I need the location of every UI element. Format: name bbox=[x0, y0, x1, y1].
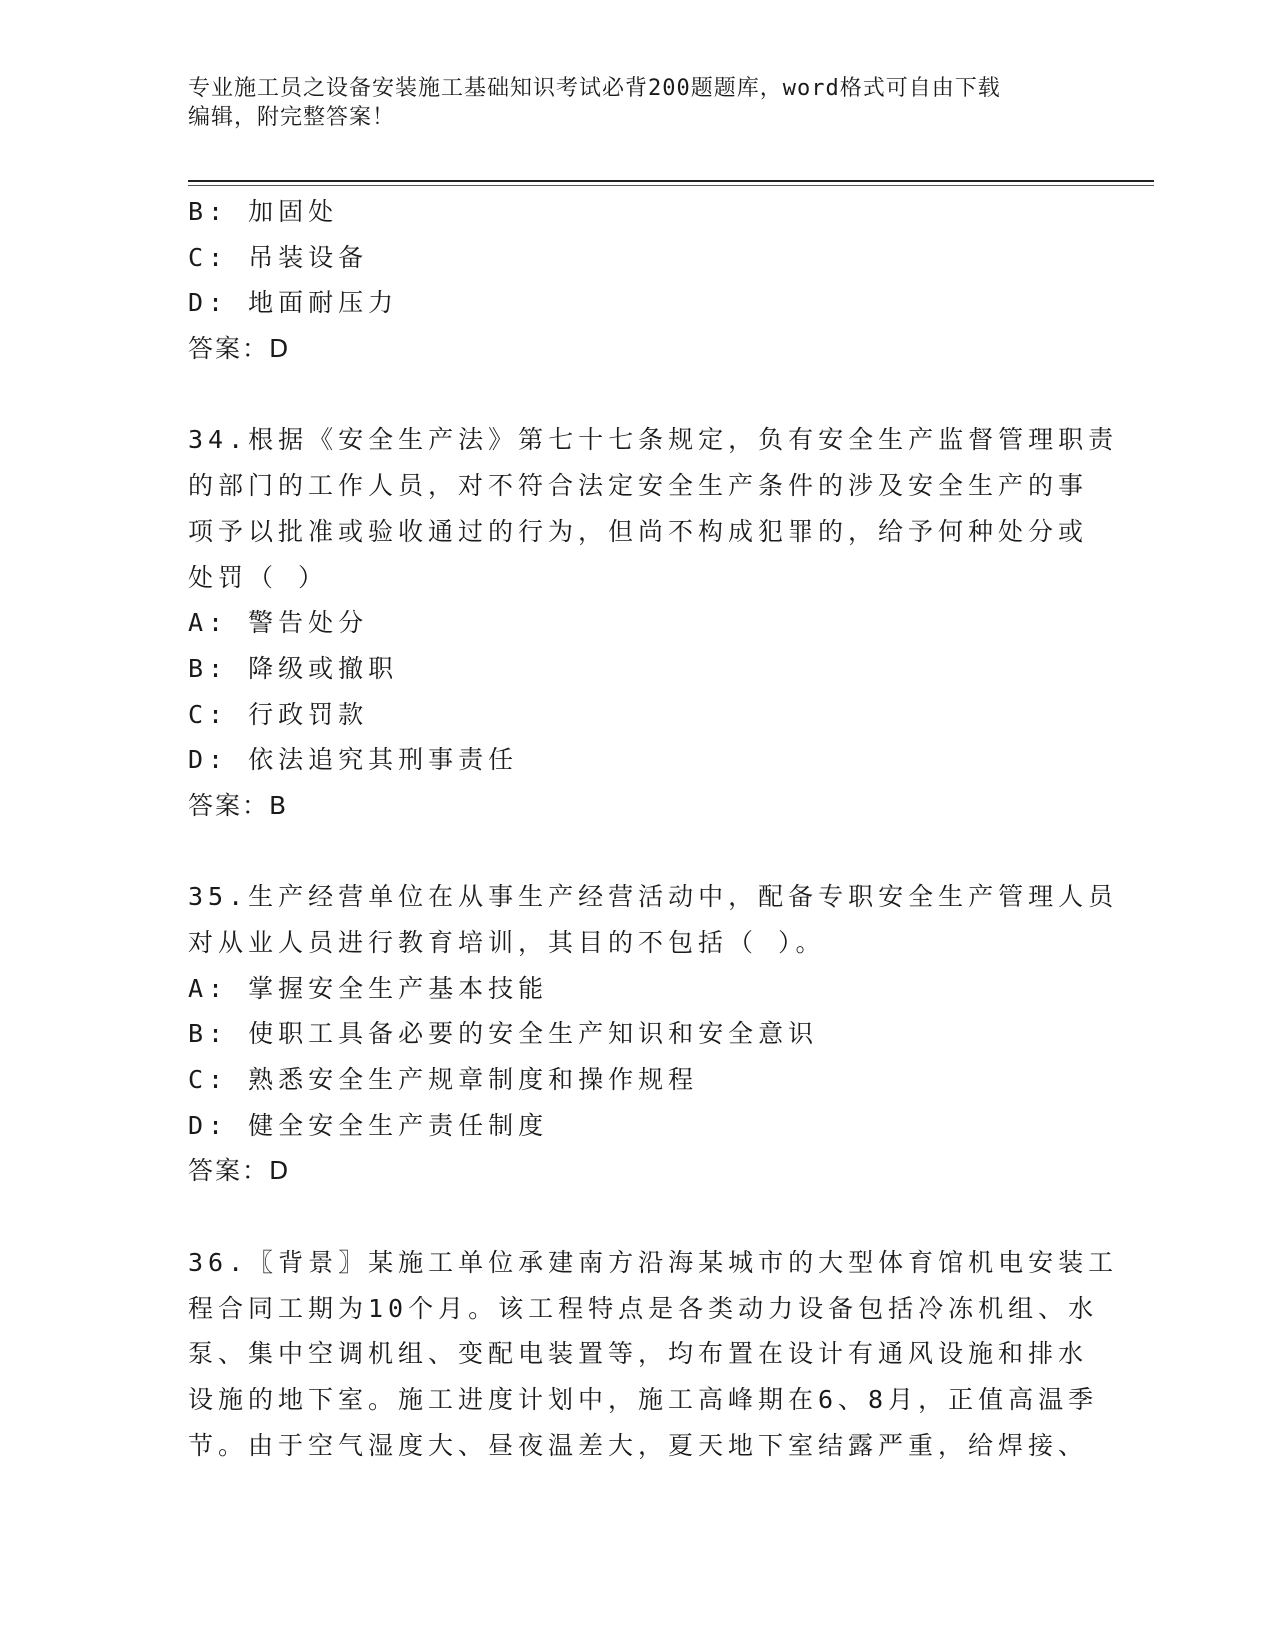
question-stem-line: 对从业人员进行教育培训，其目的不包括（ ）。 bbox=[188, 928, 826, 957]
question-35 bbox=[188, 874, 1119, 1194]
question-33-continued bbox=[188, 189, 1068, 372]
document-header bbox=[188, 74, 1088, 132]
question-stem-line: 节。由于空气湿度大、昼夜温差大，夏天地下室结露严重，给焊接、 bbox=[188, 1430, 1089, 1460]
option-b: B: 加固处 bbox=[188, 197, 339, 226]
option-b: B: 使职工具备必要的安全生产知识和安全意识 bbox=[188, 1019, 819, 1049]
question-34 bbox=[188, 417, 1119, 828]
question-stem-line: 程合同工期为10个月。该工程特点是各类动力设备包括冷冻机组、水 bbox=[188, 1293, 1099, 1323]
document-body bbox=[188, 189, 1119, 1468]
option-c: C: 熟悉安全生产规章制度和操作规程 bbox=[188, 1065, 699, 1095]
header-line-1: 专业施工员之设备安装施工基础知识考试必背200题题库，word格式可自由下载 bbox=[188, 76, 1001, 101]
header-divider-thick bbox=[188, 180, 1154, 182]
answer-line: 答案：D bbox=[188, 1156, 291, 1186]
question-stem-line: 35.生产经营单位在从事生产经营活动中，配备专职安全生产管理人员 bbox=[188, 882, 1119, 912]
question-stem-line: 泵、集中空调机组、变配电装置等，均布置在设计有通风设施和排水 bbox=[188, 1339, 1089, 1369]
option-c: C: 行政罚款 bbox=[188, 699, 369, 729]
question-stem-line: 项予以批准或验收通过的行为，但尚不构成犯罪的，给予何种处分或 bbox=[188, 516, 1089, 546]
question-stem-line: 设施的地下室。施工进度计划中，施工高峰期在6、8月，正值高温季 bbox=[188, 1384, 1099, 1414]
question-36 bbox=[188, 1240, 1119, 1468]
answer-line: 答案：B bbox=[188, 790, 289, 820]
option-b: B: 降级或撤职 bbox=[188, 653, 399, 683]
question-stem-line: 的部门的工作人员，对不符合法定安全生产条件的涉及安全生产的事 bbox=[188, 471, 1089, 501]
header-divider-thin bbox=[188, 185, 1154, 186]
option-d: D: 地面耐压力 bbox=[188, 288, 399, 318]
option-c: C: 吊装设备 bbox=[188, 242, 369, 272]
spacer bbox=[188, 829, 1068, 875]
question-stem-line: 处罚（ ） bbox=[188, 562, 329, 592]
answer-line: 答案：D bbox=[188, 334, 291, 364]
question-stem-line: 36.〖背景〗某施工单位承建南方沿海某城市的大型体育馆机电安装工 bbox=[188, 1247, 1119, 1277]
option-d: D: 健全安全生产责任制度 bbox=[188, 1110, 549, 1140]
spacer bbox=[188, 372, 1068, 418]
question-stem-line: 34.根据《安全生产法》第七十七条规定，负有安全生产监督管理职责 bbox=[188, 425, 1119, 455]
spacer bbox=[188, 1194, 1068, 1240]
option-a: A: 警告处分 bbox=[188, 608, 369, 638]
option-d: D: 依法追究其刑事责任 bbox=[188, 745, 519, 775]
header-line-2: 编辑，附完整答案！ bbox=[188, 105, 396, 130]
option-a: A: 掌握安全生产基本技能 bbox=[188, 973, 549, 1003]
